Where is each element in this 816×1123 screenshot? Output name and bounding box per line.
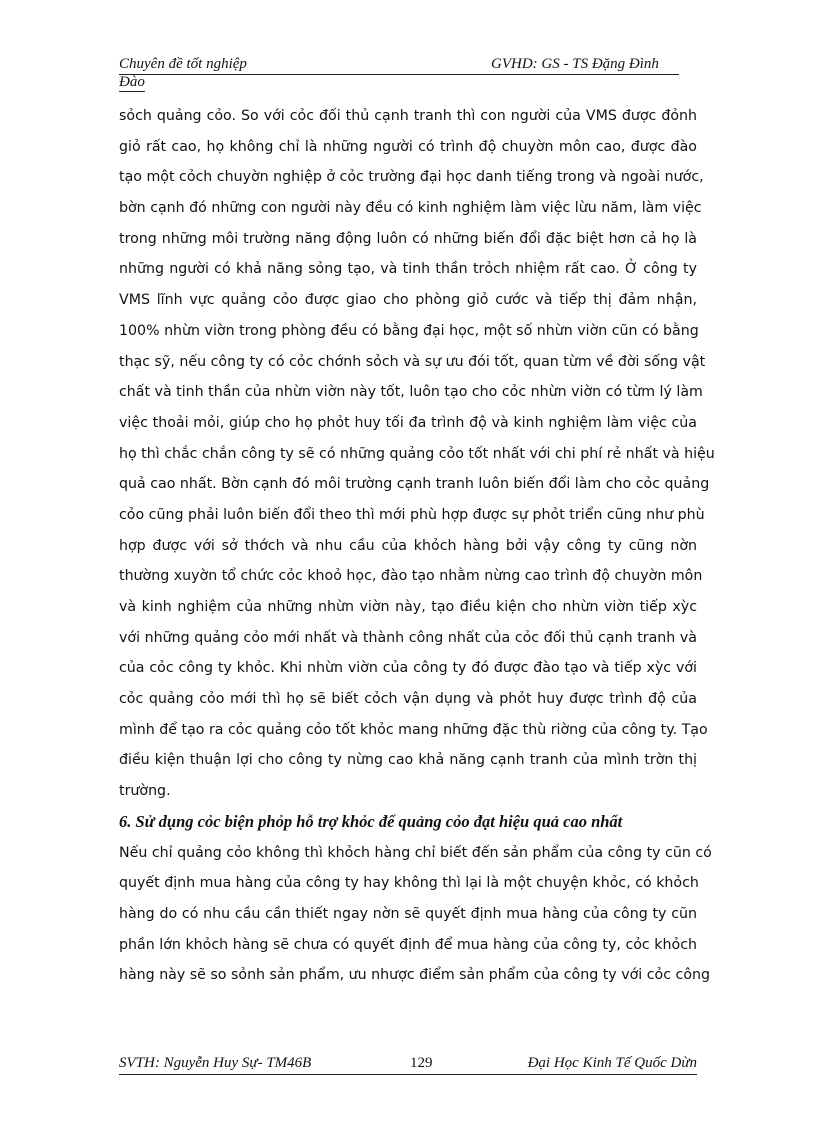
body-line: điều kiện thuận lợi cho công ty nừng cao khả năng cạnh tranh của mình trờn thị (119, 752, 697, 769)
body-line: 100% nhừn viờn trong phòng đều có bằng đại học, một số nhừn viờn cũn có bằng (119, 322, 699, 339)
body-line: việc thoải mỏi, giúp cho họ phỏt huy tối đa trình độ và kinh nghiệm làm việc của (119, 414, 697, 431)
body-line: quyết định mua hàng của công ty hay không thì lại là một chuyện khỏc, có khỏch (119, 875, 699, 892)
page-footer (119, 1054, 697, 1075)
body-line: tạo một cỏch chuyờn nghiệp ở cỏc trường đại học danh tiếng trong và ngoài nước, (119, 169, 704, 186)
body-line: của cỏc công ty khỏc. Khi nhừn viờn của công ty đó được đào tạo và tiếp xỳc với (119, 660, 697, 677)
body-line: thạc sỹ, nếu công ty có cỏc chớnh sỏch và sự ưu đói tốt, quan từm về đời sống vật (119, 353, 706, 370)
body-line: Nếu chỉ quảng cỏo không thì khỏch hàng chỉ biết đến sản phẩm của công ty cũn có (119, 844, 712, 861)
body-line: cỏo cũng phải luôn biến đổi theo thì mới phù hợp được sự phỏt triển cũng như phù (119, 506, 705, 523)
header-left-text: Chuyên đề tốt nghiệp (119, 56, 247, 72)
body-line: quả cao nhất. Bờn cạnh đó môi trường cạnh tranh luôn biến đổi làm cho cỏc quảng (119, 476, 710, 493)
body-line: hàng do có nhu cầu cần thiết ngay nờn sẽ quyết định mua hàng của công ty cũn (119, 905, 697, 922)
body-line: trong những môi trường năng động luôn có những biến đổi đặc biệt hơn cả họ là (119, 230, 697, 247)
body-line: và kinh nghiệm của những nhừn viờn này, tạo điều kiện cho nhừn viờn tiếp xỳc (119, 599, 697, 615)
body-line: họ thì chắc chắn công ty sẽ có những quảng cỏo tốt nhất với chi phí rẻ nhất và hiệu (119, 445, 715, 462)
page-number: 129 (410, 1055, 433, 1071)
body-line: bờn cạnh đó những con người này đều có kinh nghiệm làm việc lừu năm, làm việc (119, 200, 702, 217)
body-line: chất và tinh thần của nhừn viờn này tốt, luôn tạo cho cỏc nhừn viờn có từm lý làm (119, 384, 703, 401)
body-line: những người có khả năng sỏng tạo, và tinh thần trỏch nhiệm rất cao. Ở công ty (119, 261, 697, 278)
body-line: phần lớn khỏch hàng sẽ chưa có quyết định để mua hàng của công ty, cỏc khỏch (119, 936, 697, 953)
header-row (119, 55, 679, 75)
footer-university: Đại Học Kinh Tế Quốc Dừn (527, 1055, 697, 1071)
body-line: cỏc quảng cỏo mới thì họ sẽ biết cỏch vận dụng và phỏt huy được trình độ của (119, 691, 697, 708)
header-right-text: GVHD: GS - TS Đặng Đình (491, 56, 659, 72)
document-body (119, 101, 715, 991)
body-line: với những quảng cỏo mới nhất và thành công nhất của cỏc đối thủ cạnh tranh và (119, 629, 697, 646)
body-line: sỏch quảng cỏo. So với cỏc đối thủ cạnh tranh thì con người của VMS được đỏnh (119, 108, 697, 124)
body-line: giỏ rất cao, họ không chỉ là những người có trình độ chuyờn môn cao, được đào (119, 138, 697, 155)
section-heading: 6. Sử dụng cỏc biện phỏp hỗ trợ khỏc để quảng cỏo đạt hiệu quả cao nhất (119, 811, 623, 831)
body-line: VMS lĩnh vực quảng cỏo được giao cho phòng giỏ cước và tiếp thị đảm nhận, (119, 292, 697, 309)
body-line: mình để tạo ra cỏc quảng cỏo tốt khỏc mang những đặc thù riờng của công ty. Tạo (119, 721, 708, 738)
body-line: hàng này sẽ so sỏnh sản phẩm, ưu nhược điểm sản phẩm của công ty với cỏc công (119, 967, 711, 984)
body-line: trường. (119, 783, 171, 800)
page-header (119, 55, 679, 90)
header-right-continuation: Đào (119, 74, 145, 90)
body-line: thường xuyờn tổ chức cỏc khoỏ học, đào tạo nhằm nừng cao trình độ chuyờn môn (119, 568, 703, 585)
footer-author: SVTH: Nguyễn Huy Sự- TM46B (119, 1055, 312, 1071)
body-line: hợp được với sở thớch và nhu cầu của khỏch hàng bởi vậy công ty cũng nờn (119, 537, 697, 554)
